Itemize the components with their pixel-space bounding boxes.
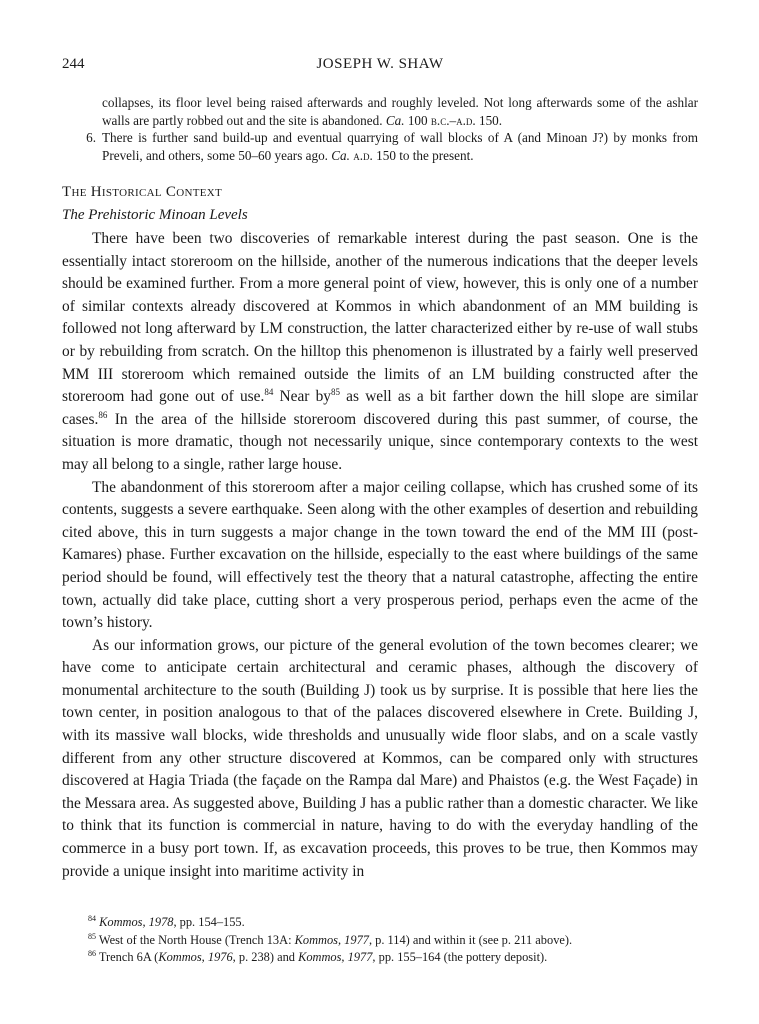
page-number: 244 bbox=[62, 56, 85, 72]
paragraph-2: The abandonment of this storeroom after a major ceiling collapse, which has crushed some of its contents, suggests a severe earthquake. Seen along with the other examples of desertion and rebuilding cited above, this in turn suggests a major change in the town toward the end of the MM III (post-Kamares) phase. Further excavation on the hillside, especially to the east where buildings of the same period should be found, will effectively test the theory that a natural catastrophe, affecting the entire town, actually did take place, cutting short a very prosperous period, perhaps even the acme of the town’s history. bbox=[62, 478, 698, 632]
list-item-6: 6. There is further sand build-up and eventual quarrying of wall blocks of A (and Minoan J?) by monks from Preveli, and others, some 50–60 years ago. Ca. a.d. 150 to the present. bbox=[62, 129, 698, 164]
page-header bbox=[62, 56, 698, 80]
paragraph-3: As our information grows, our picture of the general evolution of the town becomes clearer; we have come to anticipate certain architectural and ceramic phases, although the discovery of monumental architecture to the south (Building J) took us by surprise. It is possible that here lies the town center, in position analogous to that of the palaces discovered elsewhere in Crete. Building J, with its massive wall blocks, wide thresholds and unusually wide floor slabs, and on a scale vastly different from any other structure discovered at Kommos, can be compared only with structures discovered at Hagia Triada (the façade on the Rampa dal Mare) and Phaistos (e.g. the West Façade) in the Messara area. As suggested above, Building J has a public rather than a domestic character. We like to think that its function is commercial in nature, having to do with the everyday handling of the commerce in a busy port town. If, as excavation proceeds, this proves to be true, then Kommos may provide a unique insight into maritime activity in bbox=[62, 636, 698, 880]
footnote-86: $^{86}$ Trench 6A (Kommos, 1976, p. 238) and Kommos, 1977, pp. 155–164 (the pottery deposit). bbox=[88, 948, 548, 964]
list-number: 6. bbox=[86, 130, 96, 145]
body-text bbox=[62, 228, 698, 883]
footnote-85: $^{85}$ West of the North House (Trench 13A: Kommos, 1977, p. 114) and within it (see p. 211 above). bbox=[88, 931, 573, 947]
footnote-ref-85[interactable]: 85 bbox=[331, 387, 340, 398]
list-item-5-continuation: collapses, its floor level being raised afterwards and roughly leveled. Not long afterwards some of the ashlar walls are partly robbed out and the site is abandoned. Ca. 100 b.c.–a.d. 150. bbox=[102, 95, 698, 128]
footnotes bbox=[62, 914, 698, 967]
subsection-heading: The Prehistoric Minoan Levels bbox=[62, 207, 248, 223]
footnote-ref-84[interactable]: 84 bbox=[264, 387, 274, 398]
phase-list bbox=[62, 94, 698, 164]
page bbox=[62, 56, 698, 883]
running-title: JOSEPH W. SHAW bbox=[316, 56, 444, 72]
footnote-ref-86[interactable]: 86 bbox=[98, 409, 108, 420]
paragraph-1: There have been two discoveries of remarkable interest during the past season. One is the essentially intact storeroom on the hillside, another of the numerous indications that the deeper levels should be examined further. From a more general point of view, however, this is only one of a number of similar contexts already discovered at Kommos in which abandonment of an MM building is followed not long afterward by LM construction, the latter characterized either by re-use of wall stubs or by rebuilding from scratch. On the hilltop this phenomenon is illustrated by a fairly well preserved MM III storeroom which remained outside the limits of an LM building constructed after the storeroom had gone out of use.$^{84}$ Near $by^{85}$ as well as a bit farther down the hill slope are similar cases.$^{86}$ In the area of the hillside storeroom discovered during this past summer, of course, the situation is more dramatic, though not necessarily unique, since contemporary contexts to the west may all belong to a single, rather large house. bbox=[62, 230, 698, 473]
footnote-84: $^{84}$ Kommos, 1978, pp. 154–155. bbox=[88, 913, 245, 929]
section-heading: The Historical Context bbox=[62, 184, 222, 200]
